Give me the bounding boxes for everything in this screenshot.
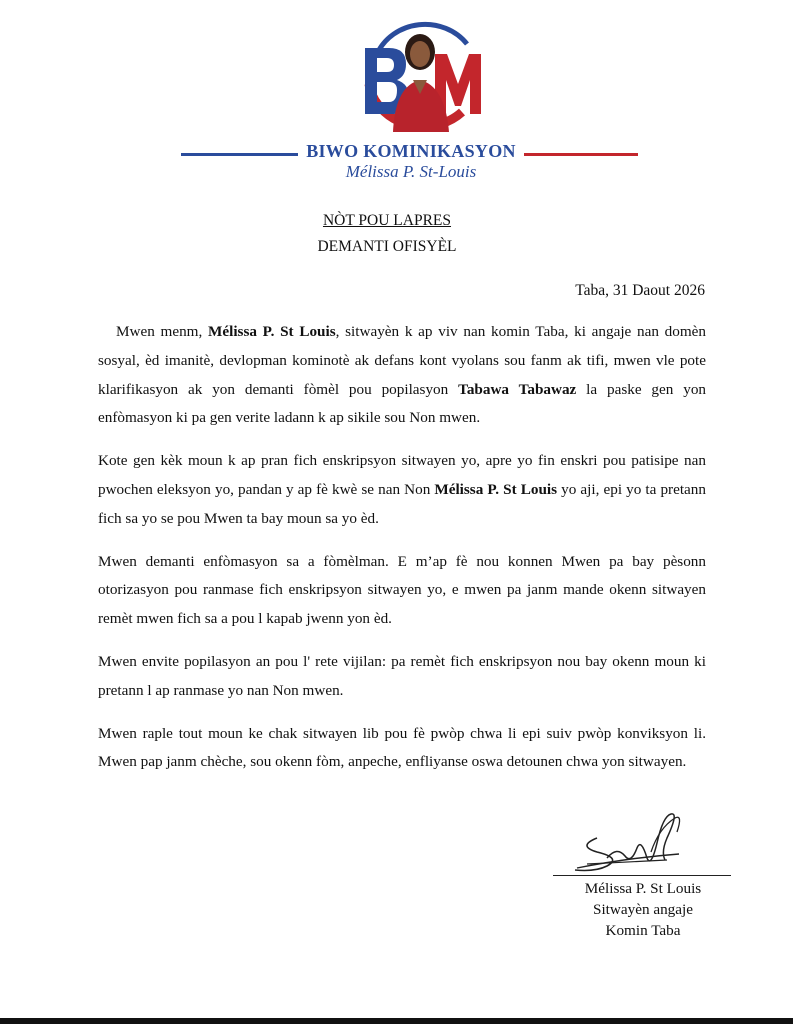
bottom-edge-bar xyxy=(0,1018,793,1024)
paragraph-text: la paske gen yon enfòmasyon ki pa gen verite ladann k ap sikile sou Non mwen. xyxy=(98,380,707,427)
paragraph-text: yo aji, epi yo ta pretann fich sa yo se pou Mwen ta bay moun sa yo èd. xyxy=(98,480,706,527)
bcm-logo xyxy=(357,14,483,132)
paragraph-text: , sitwayèn k ap viv nan komin Taba, ki angaje nan domèn sosyal, èd imanitè, devlopman kominotè ak defans kont vyolans sou fanm ak tifi, mwen vle pote klarifikasyon ak yon demanti fòmèl pou popilasyon xyxy=(98,323,706,398)
signer-place: Komin Taba xyxy=(605,922,681,939)
document-title: NÒT POU LAPRES xyxy=(322,212,452,229)
paragraph-2 xyxy=(98,447,706,533)
bold-name: Mélissa P. St Louis xyxy=(208,323,336,340)
org-subtitle: Mélissa P. St-Louis xyxy=(345,162,477,181)
org-name: BIWO KOMINIKASYON xyxy=(306,141,516,161)
bold-name: Tabawa Tabawaz xyxy=(458,380,577,398)
header-rule-right xyxy=(524,153,638,156)
signer-name: Mélissa P. St Louis xyxy=(584,880,702,897)
document-subtitle: DEMANTI OFISYÈL xyxy=(317,238,457,255)
paragraph-text: Mwen menm, xyxy=(116,323,209,340)
signature-line xyxy=(553,875,731,876)
paragraph-5: Mwen raple tout moun ke chak sitwayen lib pou fè pwòp chwa li epi suiv pwòp konviksyon li. Mwen pap janm chèche, sou okenn fòm, anpeche, enfliyanse oswa detounen chwa yon sitwayen. xyxy=(98,724,706,771)
paragraph-4: Mwen envite popilasyon an pou l' rete vijilan: pa remèt fich enskripsyon nou bay okenn moun ki pretann l ap ranmase yo nan Non mwen. xyxy=(98,652,706,699)
paragraph-1 xyxy=(98,318,706,433)
paragraph-text: Kote gen kèk moun k ap pran fich enskripsyon sitwayen yo, apre yo fin enskri pou patisipe nan pwochen eleksyon yo, pandan y ap fè kwè se nan Non xyxy=(98,452,706,498)
header-rule-left xyxy=(181,153,298,156)
signer-role: Sitwayèn angaje xyxy=(593,901,693,918)
handwritten-signature xyxy=(567,808,697,878)
bold-name: Mélissa P. St Louis xyxy=(434,480,558,498)
paragraph-3: Mwen demanti enfòmasyon sa a fòmèlman. E m’ap fè nou konnen Mwen pa bay pèsonn otorizasyon pou ranmase fich enskripsyon sitwayen yo, e mwen pa janm mande okenn sitwayen remèt mwen fich sa a pou l kapab jwenn yon èd. xyxy=(98,552,706,628)
document-date: Taba, 31 Daout 2026 xyxy=(575,282,705,299)
document-body xyxy=(98,318,706,791)
signature-block xyxy=(553,878,733,941)
